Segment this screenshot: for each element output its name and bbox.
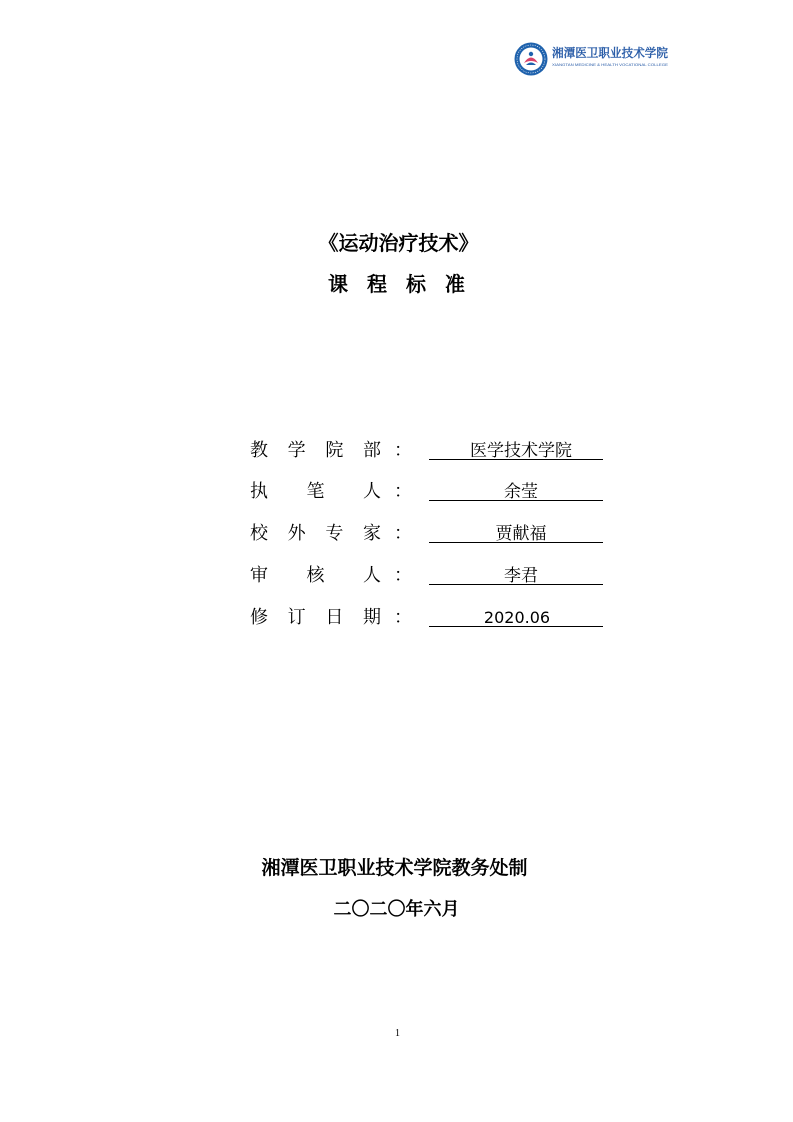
info-row-author xyxy=(0,481,793,503)
college-emblem-icon xyxy=(515,43,548,76)
page-number: 1 xyxy=(395,1028,400,1039)
info-label: 审核人 xyxy=(250,565,381,586)
info-value: 李君 xyxy=(429,565,603,585)
info-label: 执笔人 xyxy=(250,481,381,502)
document-subtitle: 课 程 标 准 xyxy=(328,272,471,296)
info-value: 医学技术学院 xyxy=(429,440,603,460)
info-colon: ： xyxy=(394,440,412,461)
info-colon: ： xyxy=(394,607,412,628)
logo-name-en: XIANGTAN MEDICINE & HEALTH VOCATIONAL COLLEGE xyxy=(552,62,669,67)
info-colon: ： xyxy=(394,565,412,586)
info-row-department xyxy=(0,440,793,462)
issuer: 湘潭医卫职业技术学院教务处制 xyxy=(261,857,528,879)
info-colon: ： xyxy=(394,481,412,502)
info-label: 教学院部 xyxy=(250,440,381,461)
info-row-revision-date xyxy=(0,607,793,629)
info-value: 贾献福 xyxy=(429,523,603,543)
info-colon: ： xyxy=(394,523,412,544)
info-row-external-expert xyxy=(0,523,793,545)
issue-date: 二〇二〇年六月 xyxy=(333,899,460,920)
info-label: 校外专家 xyxy=(250,523,381,544)
info-value: 余莹 xyxy=(429,481,603,501)
info-label: 修订日期 xyxy=(250,607,381,628)
info-value: 2020.06 xyxy=(429,607,603,627)
course-title: 《运动治疗技术》 xyxy=(318,231,479,255)
info-row-reviewer xyxy=(0,565,793,587)
logo-name-cn: 湘潭医卫职业技术学院 xyxy=(552,46,672,60)
college-logo xyxy=(512,38,672,80)
